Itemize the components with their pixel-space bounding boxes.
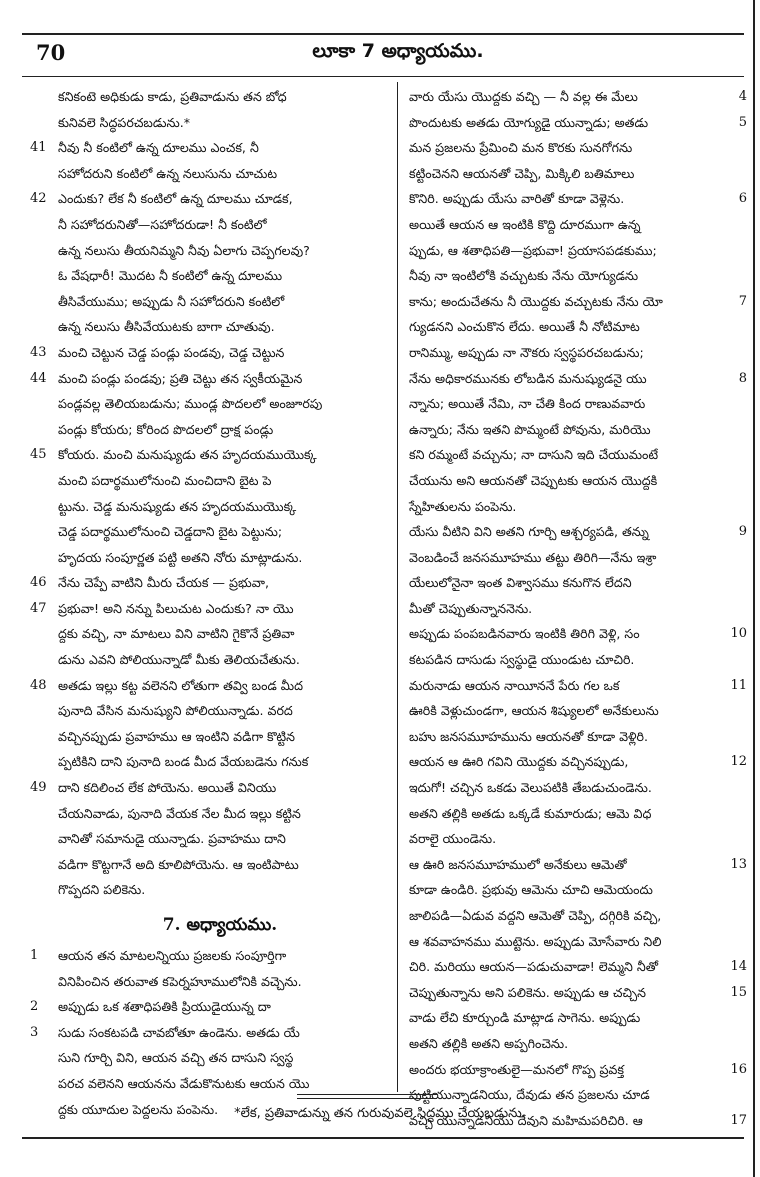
verse-text: గొప్పదని పలికెను.: [58, 882, 146, 898]
verse-text: హృదయ సంపూర్ణత పట్టి అతని నోరు మాట్లాడును.: [58, 549, 303, 565]
verse-text: కట్టించెనని ఆయనతో చెప్పి, మిక్కిలి బతిమాలు: [409, 165, 635, 181]
verse-number: 13: [730, 856, 747, 872]
verse-text: చెడ్డ పదార్థములోనుంచి చెడ్డదాని బైట పెట్టును;: [58, 524, 283, 540]
text-line: [403, 161, 743, 187]
verse-text: వినిపించిన తరువాత కపెర్నహూములోనికి వచ్చెను.: [58, 973, 302, 989]
text-line: [30, 442, 390, 468]
left-verses-ch6: [30, 84, 390, 903]
text-line: [30, 417, 390, 443]
text-line: [403, 84, 747, 110]
footnote-rule: [297, 1094, 437, 1095]
text-line: [403, 494, 743, 520]
verse-text: సుని గూర్చి విని, ఆయన వచ్చి తన దాసుని స్వస్థ: [58, 1050, 294, 1066]
text-line: [30, 570, 390, 596]
text-line: [403, 775, 743, 801]
verse-text: యేలులోనైనా ఇంత విశ్వాసము కనుగొన లేదని: [409, 575, 632, 591]
verse-text: ద్దకు వచ్చి, నా మాటలు విని వాటిని గైకొనే ప్రతివా: [58, 626, 295, 642]
verse-text: ఎందుకు? లేక నీ కంటిలో ఉన్న దూలము చూడక,: [58, 191, 293, 207]
text-line: [403, 1031, 743, 1057]
verse-text: వాడు లేచి కూర్చుండి మాట్లాడ సాగెను. అప్పుడు: [409, 1010, 641, 1026]
verse-text: మరునాడు ఆయన నాయీననే పేరు గల ఒక: [409, 677, 620, 693]
text-line: [30, 943, 390, 969]
verse-text: పరచ వలెనని ఆయనను వేడుకొనుటకు ఆయన యొ: [58, 1075, 310, 1091]
verse-text: కని రమ్మంటే వచ్చును; నా దాసుని ఇది చేయుమంటే: [409, 447, 659, 463]
text-line: [403, 954, 747, 980]
text-line: [403, 801, 743, 827]
verse-text: నేను అధికారమునకు లోబడిన మనుష్యుడనై యు: [409, 370, 647, 386]
text-line: [30, 994, 390, 1020]
verse-text: మంచి పండ్లు పండవు; ప్రతి చెట్టు తన స్వకీయమైన: [58, 370, 303, 386]
verse-text: వరాలై యుండెను.: [409, 831, 497, 847]
text-line: [403, 570, 743, 596]
text-line: [30, 110, 390, 136]
verse-text: అతని తల్లికి అతని అప్పగించెను.: [409, 1035, 569, 1051]
text-line: [403, 545, 743, 571]
verse-number: 12: [730, 754, 747, 770]
verse-text: అప్పుడు ఒక శతాధిపతికి ప్రియుడైయున్న దా: [58, 999, 271, 1015]
text-line: [30, 1071, 390, 1097]
page-number: 70: [36, 40, 66, 65]
verse-text: గ్యుడనని ఎంచుకొన లేదు. అయితే నీ నోటిమాట: [409, 319, 640, 335]
column-divider: [397, 82, 398, 1092]
text-line: [30, 826, 390, 852]
footnote-rule-secondary: [297, 1098, 437, 1099]
text-line: [30, 391, 390, 417]
verse-text: పొందుటకు అతడు యోగ్యుడై యున్నాడు; అతడు: [409, 114, 649, 130]
verse-number: 9: [738, 524, 747, 540]
verse-number: 1: [30, 948, 39, 963]
text-line: [403, 519, 747, 545]
text-line: [403, 698, 743, 724]
verse-text: మంచి చెట్టున చెడ్డ పండ్లు పండవు, చెడ్డ చెట్టున: [58, 344, 285, 360]
right-column: [403, 84, 747, 1133]
text-line: [403, 417, 743, 443]
verse-number: 42: [30, 191, 47, 207]
text-line: [403, 621, 747, 647]
verse-text: వానితో సమానుడై యున్నాడు. ప్రవాహము దాని: [58, 831, 286, 847]
verse-number: 7: [738, 293, 747, 309]
verse-text: ఆ ఊరి జనసమూహములో అనేకులు ఆమెతో: [409, 856, 627, 872]
text-line: [403, 263, 743, 289]
text-line: [30, 1020, 390, 1046]
text-line: [30, 238, 390, 264]
text-line: [30, 647, 390, 673]
text-line: [403, 749, 747, 775]
verse-text: బహు జనసమూహమును ఆయనతో కూడా వెళ్లిరి.: [409, 728, 649, 744]
page-top-border: [22, 33, 744, 35]
text-line: [30, 801, 390, 827]
text-line: [403, 314, 743, 340]
text-line: [403, 877, 743, 903]
verse-text: ప్రభువా! అని నన్ను పిలుచుట ఎందుకు? నా యొ: [58, 600, 294, 616]
verse-text: ఉన్నారు; నేను ఇతని పొమ్మంటే పోవును, మరియొ: [409, 421, 651, 437]
verse-text: ట్టును. చెడ్డ మనుష్యుడు తన హృదయముయొక్క: [58, 498, 297, 514]
text-line: [30, 1045, 390, 1071]
text-line: [403, 212, 743, 238]
verse-text: వడిగా కొట్టగానే అది కూలిపోయెను. ఆ ఇంటిపాటు: [58, 856, 299, 872]
verse-text: వారు యేసు యొద్దకు వచ్చి — నీ వల్ల ఈ మేలు: [409, 89, 638, 104]
text-line: [403, 852, 747, 878]
text-line: [403, 724, 743, 750]
text-line: [30, 852, 390, 878]
text-line: [403, 980, 747, 1006]
verse-text: న్నాను; అయితే నేమి, నా చేతి కింద రాణువవారు: [409, 396, 646, 412]
verse-text: వచ్చి యున్నాడనియు దేవుని మహిమపరిచిరి. ఆ: [409, 1112, 643, 1128]
verse-text: ప్పుడు, ఆ శతాధిపతి—ప్రభువా! ప్రయాసపడకుము;: [409, 242, 657, 258]
text-line: [30, 84, 390, 110]
text-line: [403, 340, 743, 366]
text-line: [30, 775, 390, 801]
verse-text: తీసివేయుము; అప్పుడు నీ సహోదరుని కంటిలో: [58, 293, 285, 309]
verse-text: స్నేహితులను పంపెను.: [409, 498, 517, 514]
verse-text: అందరు భయాక్రాంతులై—మనలో గొప్ప ప్రవక్త: [409, 1061, 624, 1077]
text-line: [30, 212, 390, 238]
page-bottom-border: [22, 1137, 744, 1139]
verse-text: కటపడిన దాసుడు స్వస్థుడై యుండుట చూచిరి.: [409, 652, 635, 668]
text-line: [403, 442, 743, 468]
verse-text: అయితే ఆయన ఆ ఇంటికి కొద్ది దూరముగా ఉన్న: [409, 216, 641, 232]
text-line: [403, 903, 743, 929]
text-line: [403, 135, 743, 161]
verse-number: 2: [30, 999, 39, 1015]
verse-text: అతడు ఇల్లు కట్ట వలెనని లోతుగా తవ్వి బండ మీద: [58, 677, 304, 693]
text-line: [30, 289, 390, 315]
text-line: [30, 749, 390, 775]
verse-text: చేయును అని ఆయనతో చెప్పుటకు ఆయన యొద్దకి: [409, 472, 658, 488]
running-title: లూకా 7 అధ్యాయము.: [312, 40, 484, 62]
verse-text: అప్పుడు పంపబడినవారు ఇంటికి తిరిగి వెళ్లి, సం: [409, 626, 640, 642]
verse-text: పండ్లు కోయరు; కోరింద పొదలలో ద్రాక్ష పండ్లు: [58, 421, 274, 437]
text-line: [30, 969, 390, 995]
footnote: *లేక, ప్రతివాడున్ను తన గురువువలె సిద్ధము చేయబడును.: [234, 1106, 526, 1121]
verse-number: 46: [30, 575, 47, 591]
verse-number: 4: [738, 89, 747, 104]
verse-text: ఇదుగో! చచ్చిన ఒకడు వెలుపటికి తేబడుచుండెను.: [409, 780, 652, 796]
text-line: [30, 494, 390, 520]
verse-text: ఊరికి వెళ్లుచుండగా, ఆయన శిష్యులలో అనేకులును: [409, 703, 659, 719]
text-line: [403, 391, 743, 417]
verse-number: 14: [730, 959, 747, 975]
verse-text: రానిమ్ము, అప్పుడు నా నౌకరు స్వస్థపరచబడును;: [409, 344, 644, 360]
verse-number: 3: [30, 1024, 39, 1040]
text-line: [403, 647, 743, 673]
verse-text: పుట్టియున్నాడనియు, దేవుడు తన ప్రజలను చూడ: [409, 1087, 650, 1103]
verse-text: ఉన్న నలుసు తీయనిమ్మని నీవు ఏలాగు చెప్పగలవు?: [58, 242, 310, 258]
verse-number: 48: [30, 677, 47, 693]
verse-text: వచ్చినప్పుడు ప్రవాహము ఆ ఇంటిని వడిగా కొట్టిన: [58, 728, 295, 744]
verse-text: ఆ శవవాహనము ముట్టెను. అప్పుడు మోసేవారు నిలి: [409, 933, 662, 949]
text-line: [30, 545, 390, 571]
verse-text: ఆయన తన మాటలన్నియు ప్రజలకు సంపూర్తిగా: [58, 948, 287, 963]
text-line: [403, 1082, 743, 1108]
verse-number: 17: [730, 1112, 747, 1128]
text-line: [30, 468, 390, 494]
text-line: [403, 186, 747, 212]
text-line: [30, 621, 390, 647]
text-line: [30, 314, 390, 340]
page-right-border: [753, 0, 755, 1177]
verse-text: వెంబడించే జనసమూహము తట్టు తిరిగి—నేను ఇశ్రా: [409, 549, 657, 565]
verse-text: నీవు నా ఇంటిలోకి వచ్చుటకు నేను యోగ్యుడను: [409, 268, 639, 284]
left-verses-ch7: [30, 943, 390, 1122]
verse-number: 11: [730, 677, 747, 693]
verse-text: నీ సహోదరునితో—సహోదరుడా! నీ కంటిలో: [58, 216, 267, 232]
verse-text: చెప్పుతున్నాను అని పలికెను. అప్పుడు ఆ చచ్చిన: [409, 984, 646, 1000]
verse-number: 49: [30, 780, 47, 796]
text-line: [403, 929, 743, 955]
text-line: [30, 698, 390, 724]
text-line: [403, 673, 747, 699]
verse-text: సుడు సంకటపడి చావబోతూ ఉండెను. అతడు యే: [58, 1024, 300, 1040]
verse-text: మీతో చెప్పుతున్నాననెను.: [409, 600, 533, 616]
verse-text: కునివలె సిద్ధపరచబడును.*: [58, 114, 191, 130]
text-line: [30, 263, 390, 289]
text-line: [30, 161, 390, 187]
text-line: [30, 186, 390, 212]
text-line: [30, 724, 390, 750]
verse-number: 47: [30, 600, 47, 616]
text-line: [30, 519, 390, 545]
text-line: [403, 110, 747, 136]
verse-number: 15: [730, 984, 747, 1000]
verse-number: 6: [738, 191, 747, 207]
text-line: [403, 238, 743, 264]
verse-text: కాను; అందుచేతను నీ యొద్దకు వచ్చుటకు నేను యో: [409, 293, 663, 309]
text-line: [403, 468, 743, 494]
verse-text: డును ఎవని పోలియున్నాడో మీకు తెలియచేతును.: [58, 652, 300, 668]
verse-number: 43: [30, 344, 47, 360]
verse-text: ఉన్న నలుసు తీసివేయుటకు బాగా చూతువు.: [58, 319, 275, 335]
verse-text: నీవు నీ కంటిలో ఉన్న దూలము ఎంచక, నీ: [58, 140, 259, 156]
verse-text: కూడా ఉండిరి. ప్రభువు ఆమెను చూచి ఆమెయందు: [409, 882, 653, 898]
verse-text: పునాది వేసిన మనుష్యుని పోలియున్నాడు. వరద: [58, 703, 293, 719]
verse-text: పండ్లవల్ల తెలియబడును; ముండ్ల పొదలలో అంజూరపు: [58, 396, 323, 412]
text-line: [30, 340, 390, 366]
text-line: [30, 673, 390, 699]
verse-number: 8: [738, 370, 747, 386]
verse-number: 16: [730, 1061, 747, 1077]
verse-text: యేసు వీటిని విని అతని గూర్చి ఆశ్చర్యపడి, తన్ను: [409, 524, 649, 540]
verse-text: కొనిరి. అప్పుడు యేసు వారితో కూడా వెళ్లెను.: [409, 191, 625, 207]
text-line: [30, 877, 390, 903]
verse-text: దాని కదిలించ లేక పోయెను. అయితే వినియు: [58, 780, 277, 796]
verse-number: 44: [30, 370, 47, 386]
verse-text: ప్పటికిని దాని పునాది బండ మీద వేయబడెను గనుక: [58, 754, 309, 770]
verse-number: 10: [730, 626, 747, 642]
text-line: [403, 596, 743, 622]
verse-number: 45: [30, 447, 47, 463]
verse-text: ఆయన ఆ ఊరి గవిని యొద్దకు వచ్చినప్పుడు,: [409, 754, 629, 770]
verse-number: 41: [30, 140, 47, 156]
verse-text: చిరి. మరియు ఆయన—పడుచువాడా! లెమ్మని నీతో: [409, 959, 658, 975]
verse-text: అతని తల్లికి అతడు ఒక్కడే కుమారుడు; ఆమె విధ: [409, 805, 652, 821]
verse-text: మన ప్రజలను ప్రేమించి మన కొరకు సునగోగను: [409, 140, 633, 156]
verse-text: చేయనివాడు, పునాది వేయక నేల మీద ఇల్లు కట్టిన: [58, 805, 301, 821]
verse-text: జాలిపడి—ఏడువ వద్దని ఆమెతో చెప్పి, దగ్గిరికి వచ్చి,: [409, 908, 662, 923]
verse-text: కనికంటె అధికుడు కాడు, ప్రతివాడును తన బోధ: [58, 89, 287, 104]
verse-text: నేను చెప్పే వాటిని మీరు చేయక — ప్రభువా,: [58, 575, 269, 591]
verse-text: ఓ వేషధారీ! మొదట నీ కంటిలో ఉన్న దూలము: [58, 268, 283, 284]
text-line: [403, 289, 747, 315]
verse-text: ద్దకు యూదుల పెద్దలను పంపెను.: [58, 1101, 219, 1117]
text-line: [30, 596, 390, 622]
header-rule: [22, 76, 744, 77]
text-line: [403, 826, 743, 852]
verse-text: మంచి పదార్థములోనుంచి మంచిదాని బైట పె: [58, 472, 272, 488]
text-line: [403, 1057, 747, 1083]
verse-number: 5: [738, 114, 747, 130]
text-line: [30, 135, 390, 161]
left-column: [30, 84, 390, 1122]
text-line: [403, 366, 747, 392]
chapter-heading: 7. అధ్యాయము.: [162, 915, 278, 935]
verse-text: కోయరు. మంచి మనుష్యుడు తన హృదయముయొక్క: [58, 447, 317, 463]
text-line: [30, 366, 390, 392]
text-line: [403, 1005, 743, 1031]
verse-text: సహోదరుని కంటిలో ఉన్న నలుసును చూచుట: [58, 165, 278, 181]
